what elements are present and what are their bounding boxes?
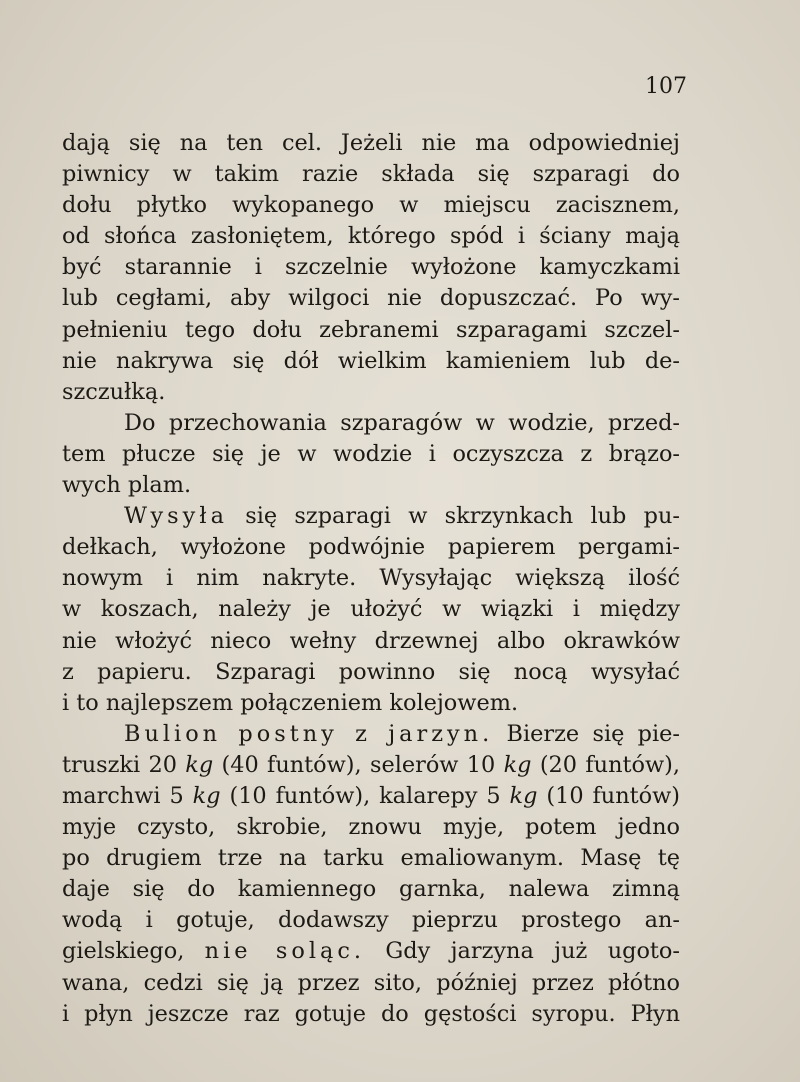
page-number: 107 bbox=[645, 74, 687, 99]
text-segment: się szparagi w skrzynkach lub pu- bbox=[227, 503, 680, 530]
text-line: wana, cedzi się ją przez sito, później przez płótno bbox=[62, 969, 680, 996]
spaced-term: nie soląc. bbox=[204, 938, 366, 965]
text-line: szczułką. bbox=[62, 378, 166, 405]
text-line: dają się na ten cel. Jeżeli nie ma odpowiedniej bbox=[62, 130, 680, 156]
text-line: nowym i nim nakryte. Wysyłając większą ilość bbox=[62, 565, 680, 592]
text-line bbox=[62, 719, 680, 750]
recipe-title: Bulion postny z jarzyn. bbox=[124, 720, 494, 747]
text-line: w koszach, należy je ułożyć w wiązki i między bbox=[62, 596, 680, 623]
text-line: pełnieniu tego dołu zebranemi szparagami szczel- bbox=[62, 316, 680, 343]
paragraph-vegetable-broth bbox=[62, 719, 680, 1030]
text-line: i płyn jeszcze raz gotuje do gęstości syropu. Płyn bbox=[62, 1000, 680, 1027]
text-line: wodą i gotuje, dodawszy pieprzu prostego an- bbox=[62, 907, 680, 934]
text-segment: (10 funtów), kalarepy 5 bbox=[220, 782, 510, 809]
text-line bbox=[62, 750, 680, 781]
text-line bbox=[62, 501, 680, 532]
text-line: piwnicy w takim razie składa się szparagi do bbox=[62, 161, 680, 188]
text-segment: (20 funtów), bbox=[531, 751, 680, 778]
unit-kg: kg bbox=[503, 751, 532, 778]
text-segment: (10 funtów) bbox=[537, 782, 680, 809]
unit-kg: kg bbox=[185, 751, 214, 778]
text-line: tem płucze się je w wodzie i oczyszcza z brązo- bbox=[62, 440, 680, 467]
text-segment: Gdy jarzyna już ugoto- bbox=[365, 938, 680, 965]
text-line: nie nakrywa się dół wielkim kamieniem lub de- bbox=[62, 347, 680, 374]
text-line: być starannie i szczelnie wyłożone kamyczkami bbox=[62, 254, 680, 281]
text-line: po drugiem trze na tarku emaliowanym. Masę tę bbox=[62, 845, 680, 872]
text-segment: gielskiego, bbox=[62, 938, 205, 965]
text-segment: truszki 20 bbox=[62, 751, 186, 778]
paragraph-shipping bbox=[62, 501, 680, 719]
text-line: daje się do kamiennego garnka, nalewa zimną bbox=[62, 876, 680, 903]
text-segment: Bierze się pie- bbox=[493, 720, 680, 747]
text-line: nie włożyć nieco wełny drzewnej albo okrawków bbox=[62, 627, 680, 654]
text-line bbox=[62, 781, 680, 812]
paragraph-storage-pit bbox=[62, 128, 680, 408]
spaced-term: Wysyła bbox=[124, 503, 228, 530]
text-line: dołu płytko wykopanego w miejscu zacisznem, bbox=[62, 192, 680, 219]
unit-kg: kg bbox=[192, 782, 221, 809]
text-line: z papieru. Szparagi powinno się nocą wysyłać bbox=[62, 658, 680, 685]
text-line: od słońca zasłoniętem, którego spód i ściany mają bbox=[62, 223, 680, 250]
text-line: Do przechowania szparagów w wodzie, przed- bbox=[124, 409, 680, 436]
text-line: dełkach, wyłożone podwójnie papierem pergami- bbox=[62, 534, 680, 561]
text-line: i to najlepszem połączeniem kolejowem. bbox=[62, 689, 519, 716]
text-line: wych plam. bbox=[62, 472, 192, 499]
text-line bbox=[62, 936, 680, 967]
text-line: lub cegłami, aby wilgoci nie dopuszczać. Po wy- bbox=[62, 285, 680, 312]
unit-kg: kg bbox=[509, 782, 538, 809]
body-text bbox=[62, 128, 680, 1030]
text-line: myje czysto, skrobie, znowu myje, potem jedno bbox=[62, 814, 680, 841]
text-segment: marchwi 5 bbox=[62, 782, 193, 809]
text-segment: (40 funtów), selerów 10 bbox=[213, 751, 504, 778]
paragraph-water-storage bbox=[62, 408, 680, 501]
